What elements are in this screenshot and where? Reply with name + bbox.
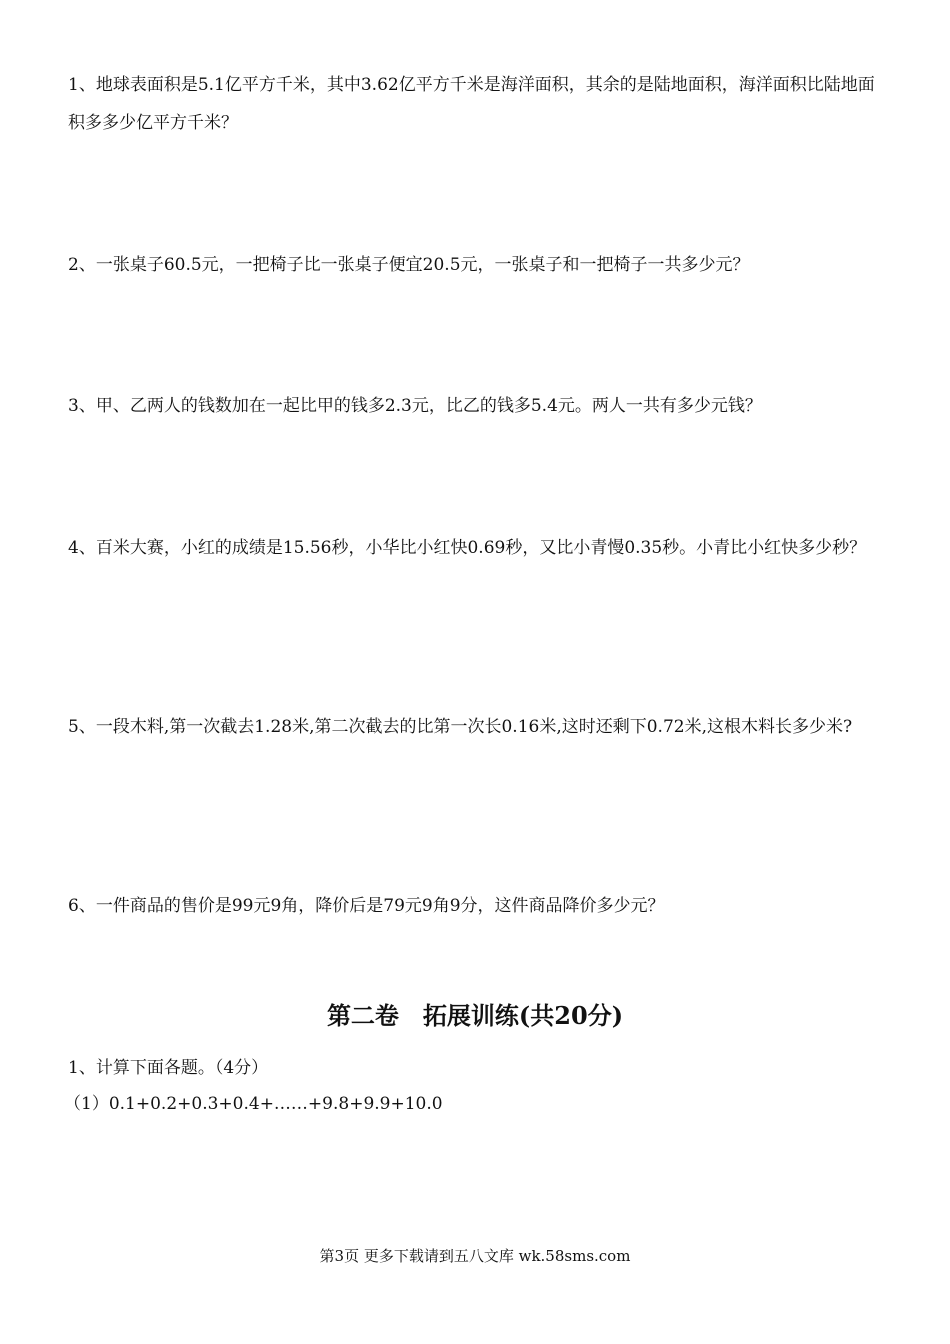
page-footer: 第3页 更多下载请到五八文库 wk.58sms.com xyxy=(319,1247,631,1265)
word-problem-1: 1、地球表面积是5.1亿平方千米，其中3.62亿平方千米是海洋面积，其余的是陆地面积，海洋面积比陆地面积多多少亿平方千米？ xyxy=(68,75,875,133)
word-problem-3: 3、甲、乙两人的钱数加在一起比甲的钱多2.3元，比乙的钱多5.4元。两人一共有多少元钱？ xyxy=(68,396,762,416)
section-title: 第二卷 拓展训练(共20分) xyxy=(326,1001,624,1030)
word-problem-5: 5、一段木料,第一次截去1.28米,第二次截去的比第一次长0.16米,这时还剩下0.72米,这根木料长多少米? xyxy=(68,717,853,737)
word-problem-2: 2、一张桌子60.5元，一把椅子比一张桌子便宜20.5元，一张桌子和一把椅子一共多少元？ xyxy=(68,255,750,275)
section2-question-1: 1、计算下面各题。（4分） xyxy=(68,1058,269,1078)
word-problem-6: 6、一件商品的售价是99元9角，降价后是79元9角9分，这件商品降价多少元？ xyxy=(68,896,665,916)
word-problem-4: 4、百米大赛，小红的成绩是15.56秒，小华比小红快0.69秒，又比小青慢0.35秒。小青比小红快多少秒？ xyxy=(68,538,867,558)
section2-item-1: （1）0.1+0.2+0.3+0.4+……+9.8+9.9+10.0 xyxy=(64,1094,443,1114)
